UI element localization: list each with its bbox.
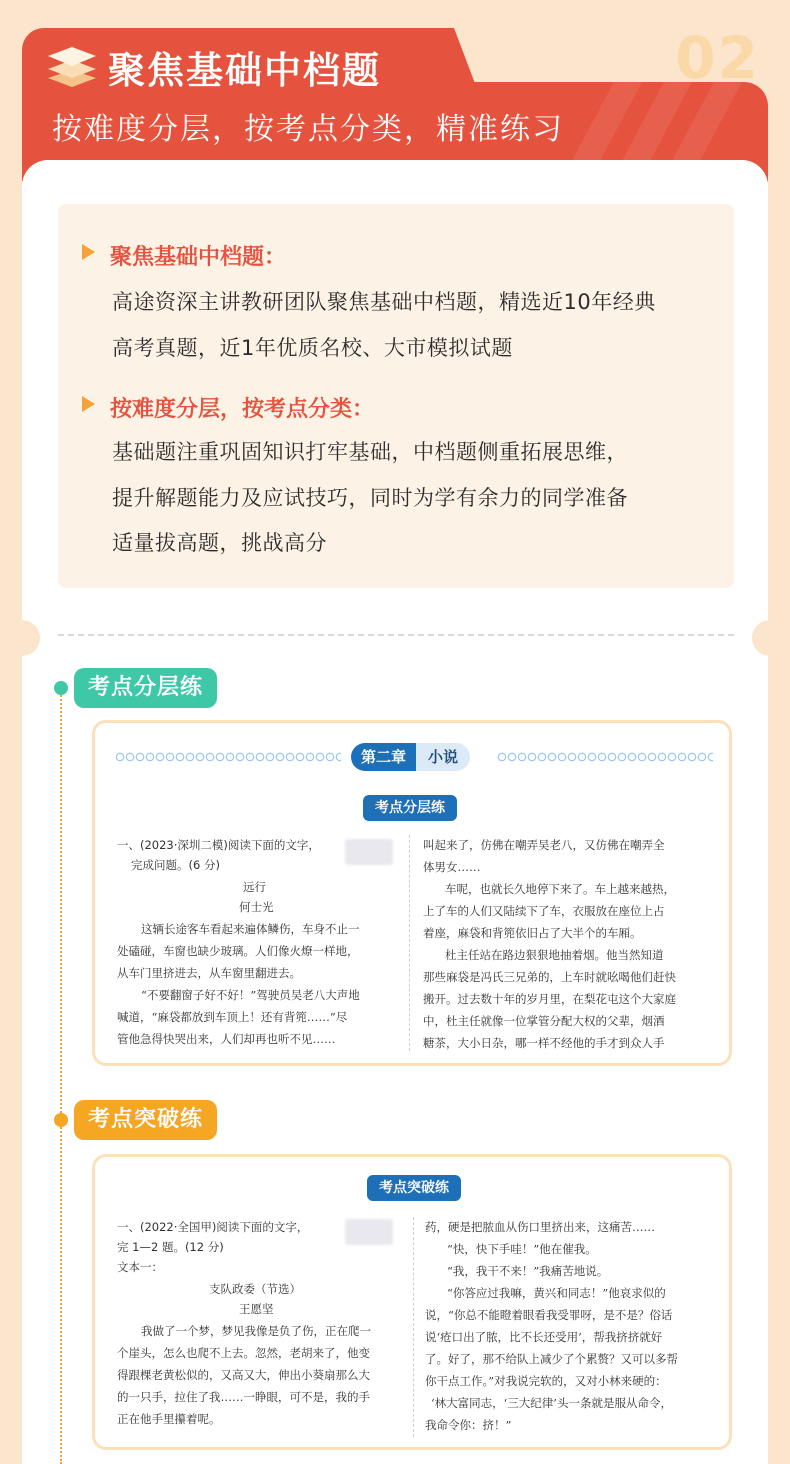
text-line: 药，硬是把脓血从伤口里挤出来，这痛苦…… <box>425 1220 655 1234</box>
text-line: 处磕碰，车窗也缺少玻璃。人们像火燎一样地， <box>117 944 359 958</box>
card-notch-right <box>752 620 788 656</box>
text-line: “我，我干不来！”我痛苦地说。 <box>447 1264 609 1278</box>
text-line: “你答应过我嘛，黄兴和同志！”他哀求似的 <box>447 1286 666 1300</box>
text-line: 我做了一个梦，梦见我像是负了伤，正在爬一 <box>141 1324 371 1338</box>
info-heading-1: 聚焦基础中档题： <box>110 245 287 270</box>
text-line: “不要翻窗子好不好！”驾驶员吴老八大声地 <box>141 988 360 1002</box>
text-line: 你干点工作。”对我说完软的，又对小林来硬的： <box>425 1374 667 1388</box>
arrow-bullet-icon <box>82 244 95 260</box>
text-author: 何士光 <box>239 900 274 914</box>
text-line: “快，快下手哇！”他在催我。 <box>447 1242 597 1256</box>
divider <box>58 634 734 636</box>
text-line: 得跟棵老黄松似的，又高又大，伸出小葵扇那么大 <box>117 1368 370 1382</box>
text-line: 管他急得快哭出来，人们却再也听不见…… <box>117 1032 336 1046</box>
section-label-layered: 考点分层练 <box>74 668 217 708</box>
text-line: 从车门里挤进去，从车窗里翻进去。 <box>117 966 301 980</box>
info-line: 高途资深主讲教研团队聚焦基础中档题，精选近10年经典 <box>112 290 656 314</box>
text-line: 了。好了，那不给队上减少了个累赘？又可以多帮 <box>425 1352 678 1366</box>
info-line: 提升解题能力及应试技巧，同时为学有余力的同学准备 <box>112 486 628 510</box>
info-line: 适量拔高题，挑战高分 <box>112 531 327 555</box>
blurred-stamp <box>345 839 393 865</box>
arrow-bullet-icon <box>82 396 95 412</box>
timeline <box>60 688 62 1464</box>
text-line: 那些麻袋是冯氏三兄弟的，上车时就吆喝他们赶快 <box>423 970 676 984</box>
preview-page-2 <box>92 1154 732 1450</box>
text-line: 喊道，“麻袋都放到车顶上！还有背篼……”尽 <box>117 1010 348 1024</box>
preview-page-1 <box>92 720 732 1066</box>
section-number: 02 <box>675 24 760 92</box>
question-stem: 完成问题。(6 分) <box>131 858 220 872</box>
text-title: 支队政委（节选） <box>209 1282 301 1296</box>
chapter-number: 第二章 <box>351 743 416 771</box>
text-line: 上了车的人们又陆续下了车，衣服放在座位上占 <box>423 904 665 918</box>
section-pill: 考点突破练 <box>367 1175 461 1201</box>
question-stem: 一、(2022·全国甲)阅读下面的文字， <box>117 1220 309 1234</box>
text-line: 正在他手里攥着呢。 <box>117 1412 221 1426</box>
column-divider <box>409 835 410 1051</box>
info-line: 基础题注重巩固知识打牢基础，中档题侧重拓展思维， <box>112 440 628 464</box>
timeline-dot <box>54 681 68 695</box>
text-line: 这辆长途客车看起来遍体鳞伤，车身不止一 <box>141 922 360 936</box>
text-line: 着座，麻袋和背篼依旧占了大半个的车厢。 <box>423 926 642 940</box>
timeline-dot <box>54 1113 68 1127</box>
chapter-name: 小说 <box>416 743 470 771</box>
chapter-badge <box>351 743 470 771</box>
page-title: 聚焦基础中档题 <box>108 49 381 92</box>
text-line: 糖茶，大小日杂，哪一样不经他的手才到众人手 <box>423 1036 665 1050</box>
wave-decoration <box>497 752 713 762</box>
info-heading-2: 按难度分层，按考点分类： <box>110 397 375 422</box>
wave-decoration <box>115 752 341 762</box>
text-line: 叫起来了，仿佛在嘲弄吴老八，又仿佛在嘲弄全 <box>423 838 665 852</box>
column-divider <box>413 1217 414 1437</box>
page-subtitle: 按难度分层，按考点分类，精准练习 <box>52 112 564 147</box>
text-line: 说‘疮口出了脓，比不长还受用’，帮我挤挤就好 <box>425 1330 663 1344</box>
text-line: 体男女…… <box>423 860 481 874</box>
text-line: 说，“你总不能瞪着眼看我受罪呀，是不是？俗话 <box>425 1308 673 1322</box>
info-line: 高考真题，近1年优质名校、大市模拟试题 <box>112 336 513 360</box>
layers-icon <box>46 44 98 88</box>
blurred-stamp <box>345 1219 393 1245</box>
text-line: 杜主任站在路边狠狠地抽着烟。他当然知道 <box>445 948 664 962</box>
section-pill: 考点分层练 <box>363 795 457 821</box>
text-line: 个崖头，怎么也爬不上去。忽然，老胡来了，他变 <box>117 1346 370 1360</box>
card-notch-left <box>4 620 40 656</box>
text-title: 远行 <box>243 880 266 894</box>
text-line: ‘林大富同志，‘三大纪律’头一条就是服从命令， <box>431 1396 672 1410</box>
text-author: 王愿坚 <box>239 1302 274 1316</box>
text-line: 中，杜主任就像一位掌管分配大权的父辈，烟酒 <box>423 1014 665 1028</box>
question-stem: 一、(2023·深圳二模)阅读下面的文字， <box>117 838 320 852</box>
text-label: 文本一： <box>117 1260 163 1274</box>
text-line: 的一只手，拉住了我……一睁眼，可不是，我的手 <box>117 1390 370 1404</box>
text-line: 车呢，也就长久地停下来了。车上越来越热， <box>445 882 675 896</box>
question-stem: 完 1—2 题。(12 分) <box>117 1240 224 1254</box>
text-line: 搬开。过去数十年的岁月里，在梨花屯这个大家庭 <box>423 992 676 1006</box>
text-line: 我命令你：挤！” <box>425 1418 512 1432</box>
section-label-breakthrough: 考点突破练 <box>74 1100 217 1140</box>
